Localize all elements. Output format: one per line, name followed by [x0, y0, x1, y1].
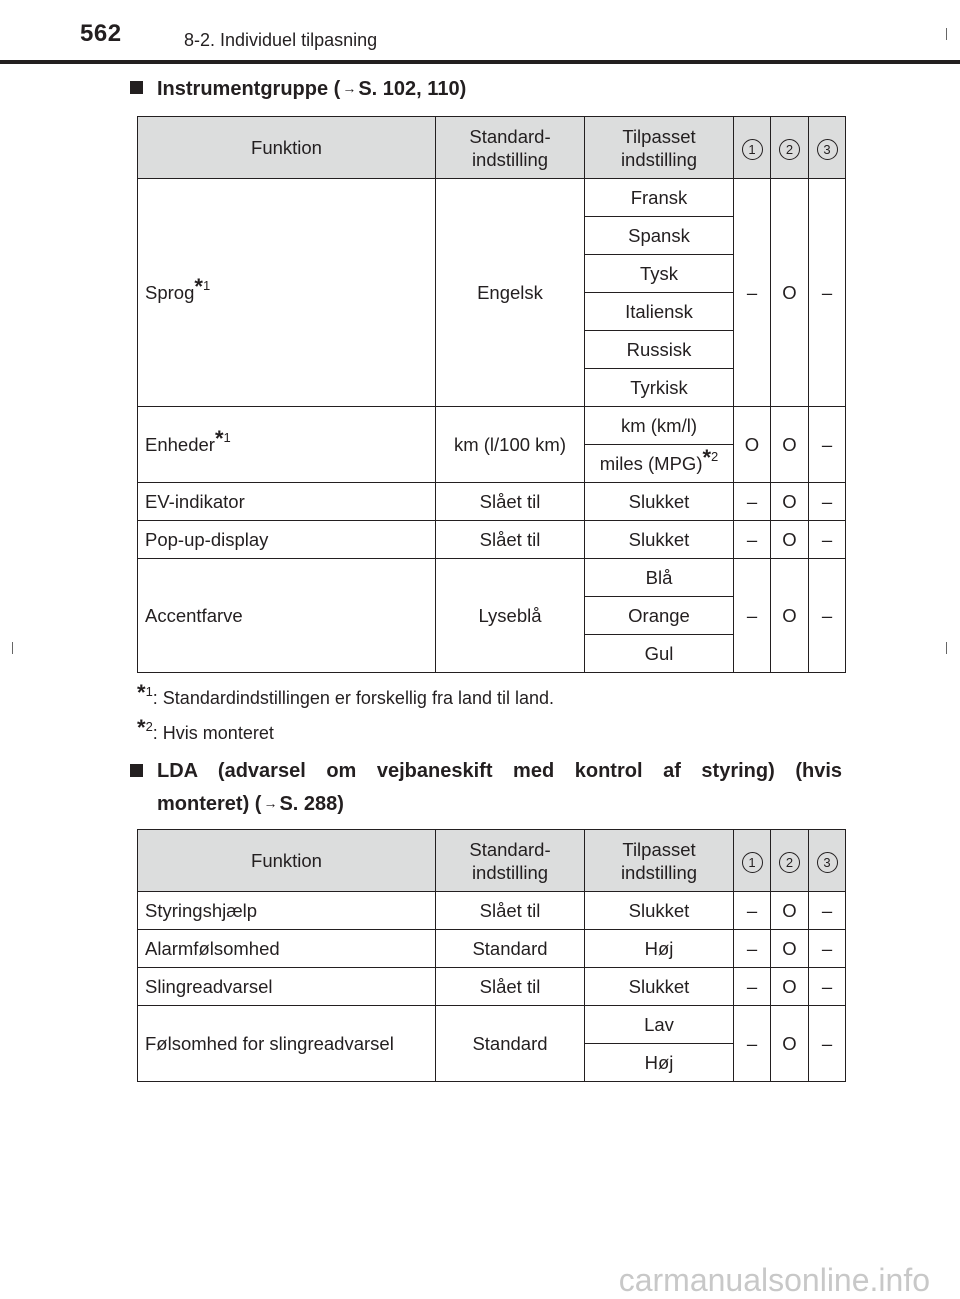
cell-standard: Slået til: [436, 968, 585, 1006]
crop-mark: [946, 642, 947, 654]
cell-standard: Slået til: [436, 892, 585, 930]
circled-3-icon: 3: [817, 139, 838, 160]
cell-tilpasset: Høj: [585, 930, 734, 968]
table-row: [138, 179, 846, 217]
cell-c1: O: [734, 407, 771, 483]
cell-option: km (km/l): [585, 407, 734, 445]
table-row: [138, 559, 846, 597]
cell-option: Italiensk: [585, 293, 734, 331]
cell-c1: –: [734, 968, 771, 1006]
cell-c2: O: [771, 483, 809, 521]
cell-standard: Standard: [436, 930, 585, 968]
cell-funktion: Sprog$^{*1}$: [138, 179, 436, 407]
square-bullet-icon: [130, 81, 143, 94]
cell-funktion: Pop-up-display: [138, 521, 436, 559]
col-standard: Standard- indstilling: [436, 117, 585, 179]
cell-funktion: Følsomhed for slingreadvarsel: [138, 1006, 436, 1082]
crop-mark: [12, 642, 13, 654]
cell-tilpasset: Slukket: [585, 483, 734, 521]
cell-standard: Engelsk: [436, 179, 585, 407]
cell-option: Russisk: [585, 331, 734, 369]
cell-standard: km (l/100 km): [436, 407, 585, 483]
cell-c2: O: [771, 968, 809, 1006]
cell-option: Tysk: [585, 255, 734, 293]
col-3: [809, 117, 846, 179]
col-2: [771, 117, 809, 179]
cell-funktion: EV-indikator: [138, 483, 436, 521]
cell-c3: –: [809, 179, 846, 407]
col-2: [771, 830, 809, 892]
table-row: [138, 521, 846, 559]
col-1: [734, 117, 771, 179]
cell-c2: O: [771, 559, 809, 673]
col-3: [809, 830, 846, 892]
cell-funktion: Alarmfølsomhed: [138, 930, 436, 968]
cell-c3: –: [809, 930, 846, 968]
cell-c3: –: [809, 892, 846, 930]
section-title: 8-2. Individuel tilpasning: [184, 30, 378, 50]
col-1: [734, 830, 771, 892]
table-row: [138, 892, 846, 930]
cell-option: Tyrkisk: [585, 369, 734, 407]
table-header-row: [138, 830, 846, 892]
table-row: [138, 930, 846, 968]
cell-standard: Slået til: [436, 483, 585, 521]
col-funktion: Funktion: [138, 830, 436, 892]
col-tilpasset: Tilpasset indstilling: [585, 830, 734, 892]
cell-c2: O: [771, 179, 809, 407]
col-standard: Standard- indstilling: [436, 830, 585, 892]
col-funktion: Funktion: [138, 117, 436, 179]
cell-standard: Slået til: [436, 521, 585, 559]
arrow-right-icon: →: [342, 80, 357, 96]
page-header: [0, 0, 960, 62]
cell-c2: O: [771, 521, 809, 559]
page-number: 562: [80, 20, 122, 47]
cell-option: Lav: [585, 1006, 734, 1044]
header-rule: [0, 60, 960, 64]
arrow-right-icon: →: [263, 795, 278, 811]
cell-option: Fransk: [585, 179, 734, 217]
cell-option: miles (MPG)$^{*2}$: [585, 445, 734, 483]
table-row: [138, 407, 846, 445]
crop-mark: [946, 28, 947, 40]
cell-tilpasset: Slukket: [585, 521, 734, 559]
cell-option: Gul: [585, 635, 734, 673]
cell-funktion: Slingreadvarsel: [138, 968, 436, 1006]
cell-c1: –: [734, 892, 771, 930]
watermark: carmanualsonline.info: [618, 1262, 930, 1298]
cell-c1: –: [734, 483, 771, 521]
cell-funktion: Enheder$^{*1}$: [138, 407, 436, 483]
cell-c1: –: [734, 930, 771, 968]
circled-1-icon: 1: [742, 852, 763, 873]
section-heading-instrumentgruppe: Instrumentgruppe ( → S. 102, 110): [130, 72, 466, 105]
table-row: [138, 968, 846, 1006]
table-row: [138, 1006, 846, 1044]
cell-funktion: Styringshjælp: [138, 892, 436, 930]
cell-tilpasset: Slukket: [585, 892, 734, 930]
cell-standard: Lyseblå: [436, 559, 585, 673]
circled-2-icon: 2: [779, 139, 800, 160]
cell-tilpasset: Slukket: [585, 968, 734, 1006]
page-ref-link[interactable]: S. 102: [358, 78, 417, 100]
cell-funktion: Accentfarve: [138, 559, 436, 673]
footnote-1: $^{*1}$: Standardindstillingen er forskellig fra land til land.: [137, 680, 555, 708]
cell-standard: Standard: [436, 1006, 585, 1082]
col-tilpasset: Tilpasset indstilling: [585, 117, 734, 179]
cell-c2: O: [771, 930, 809, 968]
cell-option: Blå: [585, 559, 734, 597]
page-ref-link[interactable]: 110): [427, 78, 467, 100]
cell-c3: –: [809, 968, 846, 1006]
cell-c3: –: [809, 1006, 846, 1082]
cell-c2: O: [771, 892, 809, 930]
cell-c1: –: [734, 521, 771, 559]
square-bullet-icon: [130, 764, 143, 777]
circled-2-icon: 2: [779, 852, 800, 873]
circled-1-icon: 1: [742, 139, 763, 160]
table-header-row: [138, 117, 846, 179]
cell-c1: –: [734, 179, 771, 407]
cell-c3: –: [809, 559, 846, 673]
cell-option: Spansk: [585, 217, 734, 255]
lda-table: [137, 829, 846, 1082]
table-row: [138, 483, 846, 521]
cell-c3: –: [809, 483, 846, 521]
cell-c3: –: [809, 521, 846, 559]
cell-c1: –: [734, 1006, 771, 1082]
section-heading-lda: LDA (advarsel om vejbaneskift med kontrol af styring) (hvis monteret) ( → S. 288): [130, 755, 842, 820]
cell-c2: O: [771, 1006, 809, 1082]
cell-c3: –: [809, 407, 846, 483]
page-ref-link[interactable]: S. 288): [279, 793, 344, 815]
cell-c1: –: [734, 559, 771, 673]
footnote-2: $^{*2}$: Hvis monteret: [137, 715, 274, 743]
instrument-table: [137, 116, 846, 673]
cell-option: Høj: [585, 1044, 734, 1082]
cell-option: Orange: [585, 597, 734, 635]
circled-3-icon: 3: [817, 852, 838, 873]
cell-c2: O: [771, 407, 809, 483]
